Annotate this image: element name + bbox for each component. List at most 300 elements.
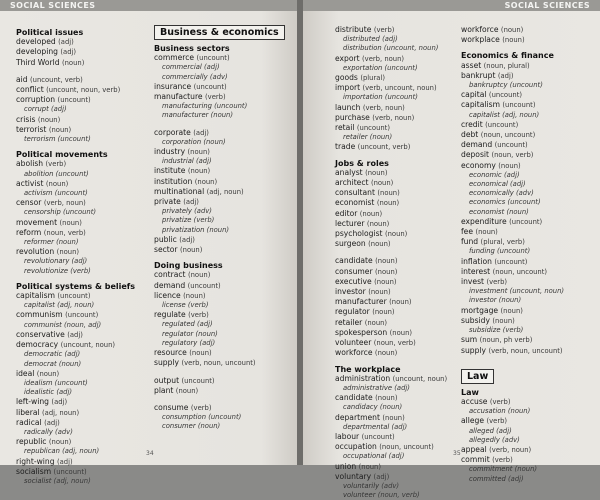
headword: alleged (469, 426, 494, 435)
grammar-label: (noun, verb) (491, 151, 534, 160)
headword: republic (16, 437, 47, 447)
grammar-label: (uncount) (208, 413, 242, 422)
headword: conservative (16, 329, 65, 339)
derived-word-entry (154, 301, 292, 310)
headword: economics (469, 198, 506, 207)
grammar-label: (adj) (195, 157, 212, 166)
word-entry (154, 92, 292, 102)
headword: workforce (461, 25, 499, 34)
grammar-label: (verb) (188, 311, 209, 320)
derived-word-entry (461, 475, 599, 484)
headword: reformer (24, 238, 54, 247)
headword: expenditure (461, 216, 507, 226)
headword: revolutionize (24, 266, 69, 275)
section-heading: Political issues (16, 28, 84, 37)
word-entry (461, 306, 599, 316)
word-entry (335, 348, 473, 358)
word-entry (335, 25, 473, 35)
grammar-label: (noun) (389, 298, 412, 307)
word-entry (335, 229, 473, 239)
derived-word-entry (335, 491, 473, 500)
grammar-label: (verb) (373, 26, 395, 34)
grammar-label: (verb, noun) (362, 54, 405, 63)
headword: fee (461, 227, 474, 237)
headword: consultant (335, 188, 375, 198)
derived-word-entry (335, 482, 473, 491)
grammar-label: (adj) (203, 63, 220, 72)
grammar-label: (noun) (375, 394, 398, 403)
derived-word-entry (16, 301, 154, 310)
grammar-label: (noun) (366, 219, 390, 228)
headword: retailer (335, 317, 363, 327)
word-entry (335, 277, 473, 287)
headword: voluntarily (343, 481, 380, 490)
headword: accuse (461, 396, 488, 406)
headword: workplace (461, 35, 500, 45)
grammar-label: (adj) (60, 48, 77, 57)
grammar-label: (noun) (502, 36, 525, 45)
word-entry (16, 125, 154, 135)
column-political (16, 22, 154, 486)
grammar-label: (noun, uncount) (492, 267, 548, 276)
grammar-label: (verb, uncount, noun) (362, 84, 437, 93)
grammar-label: (noun) (376, 199, 400, 208)
headword: abolition (24, 169, 54, 178)
grammar-label: (uncount) (356, 124, 391, 133)
word-entry (16, 58, 154, 68)
left-page (0, 0, 297, 485)
grammar-label: (adj) (56, 388, 73, 397)
word-entry (461, 35, 599, 45)
headword: censorship (24, 208, 61, 217)
grammar-label: (uncount) (187, 281, 221, 290)
derived-word-entry (154, 111, 292, 120)
word-entry (154, 376, 292, 386)
grammar-label: (adj) (67, 330, 83, 339)
headword: economist (469, 207, 505, 216)
word-entry (16, 47, 154, 57)
derived-word-entry (461, 326, 599, 335)
section-heading: The workplace (335, 364, 401, 374)
grammar-label: (adj) (391, 422, 408, 431)
grammar-label: (uncount) (54, 189, 88, 198)
word-entry (16, 467, 154, 477)
column-economics-law (461, 25, 599, 484)
word-entry (16, 408, 154, 418)
word-entry (461, 267, 599, 277)
headword: developing (16, 47, 58, 57)
headword: economy (461, 160, 496, 170)
word-entry (154, 235, 292, 245)
headword: bankruptcy (469, 81, 508, 90)
headword: regulate (154, 310, 186, 320)
headword: capitalism (461, 100, 500, 110)
section-heading: Economics & finance (461, 51, 554, 61)
word-entry (16, 228, 154, 238)
grammar-label: (noun) (359, 209, 383, 218)
headword: department (335, 412, 380, 422)
grammar-label: (adj) (183, 198, 199, 207)
grammar-label: (adj) (508, 474, 524, 483)
derived-word-entry (154, 63, 292, 72)
word-entry (335, 374, 473, 384)
grammar-label: (noun) (500, 26, 524, 34)
grammar-label: (uncount) (57, 96, 91, 105)
derived-word-entry (16, 428, 154, 437)
grammar-label: (noun) (498, 161, 521, 170)
word-entry (16, 330, 154, 340)
word-entry (461, 316, 599, 326)
headword: import (335, 83, 361, 93)
derived-word-entry (461, 208, 599, 217)
grammar-label: (adj) (64, 350, 81, 359)
headword: democracy (16, 340, 59, 350)
headword: democratic (24, 350, 63, 359)
grammar-label: (noun, ph verb) (479, 336, 533, 345)
grammar-label: (noun) (369, 133, 393, 142)
grammar-label: (adj, noun) (206, 187, 244, 196)
grammar-label: (noun) (384, 230, 408, 239)
grammar-label: (noun) (210, 111, 234, 120)
grammar-label: (uncount, noun) (383, 44, 439, 53)
word-entry (16, 369, 154, 379)
derived-word-entry (154, 226, 292, 235)
word-entry (16, 437, 154, 447)
derived-word-entry (461, 81, 599, 90)
word-entry (461, 445, 599, 455)
headword: labour (335, 431, 360, 441)
word-entry (154, 53, 292, 63)
word-entry (154, 128, 292, 138)
headword: public (154, 234, 177, 244)
headword: privately (162, 207, 192, 216)
grammar-label: (noun) (195, 329, 218, 338)
headword: distribution (343, 44, 382, 53)
word-entry (154, 147, 292, 157)
word-entry (335, 113, 473, 123)
derived-word-entry (154, 422, 292, 431)
grammar-label: (noun) (368, 288, 391, 297)
grammar-label: (uncount) (384, 93, 418, 102)
headword: capital (461, 90, 487, 100)
grammar-label: (noun) (56, 238, 79, 247)
grammar-label: (verb) (205, 93, 226, 102)
headword: manufacturing (162, 102, 212, 111)
derived-word-entry (16, 105, 154, 114)
derived-word-entry (16, 257, 154, 266)
headword: funding (469, 247, 495, 256)
headword: privatization (162, 225, 205, 234)
grammar-label: (noun) (189, 349, 212, 358)
grammar-label: (uncount) (497, 247, 531, 256)
word-entry (461, 416, 599, 426)
word-entry (335, 168, 473, 178)
headword: inflation (461, 256, 492, 266)
derived-word-entry (16, 360, 154, 369)
grammar-label: (noun, verb) (43, 228, 86, 237)
grammar-label: (verb, noun) (372, 113, 415, 122)
grammar-label: (noun) (368, 240, 391, 249)
headword: mortgage (461, 305, 499, 315)
headword: retailer (343, 133, 368, 142)
headword: liberal (16, 407, 40, 417)
headword: ideal (16, 368, 35, 378)
grammar-label: (noun) (175, 386, 199, 395)
headword: Third World (16, 57, 60, 67)
headword: candidate (335, 393, 373, 403)
headword: radically (24, 427, 53, 436)
grammar-label: (noun, uncount) (379, 443, 434, 452)
word-entry (335, 219, 473, 229)
section-heading: Political movements (16, 150, 108, 160)
grammar-label: (adj) (496, 426, 512, 435)
headword: capitalist (469, 110, 500, 119)
section-heading: Law (461, 387, 479, 397)
grammar-label: (adj) (193, 128, 209, 137)
grammar-label: (noun) (206, 225, 230, 234)
word-entry (461, 140, 599, 150)
word-entry (16, 179, 154, 189)
headword: investor (469, 296, 497, 305)
word-entry (16, 85, 154, 95)
derived-word-entry (154, 157, 292, 166)
grammar-label: (adv) (381, 481, 400, 490)
grammar-label: (adv) (209, 72, 228, 81)
word-entry (461, 346, 599, 356)
word-entry (335, 307, 473, 317)
headword: consumption (162, 413, 207, 422)
headword: executive (335, 276, 372, 286)
left-running-header: SOCIAL SCIENCES (0, 0, 297, 11)
grammar-label: (adj, noun) (42, 408, 80, 417)
grammar-label: (adv) (502, 435, 520, 444)
grammar-label: (verb) (190, 403, 212, 412)
word-entry (16, 159, 154, 169)
headword: manufacturer (162, 111, 209, 120)
headword: capitalist (24, 301, 55, 310)
word-entry (335, 83, 473, 93)
headword: reform (16, 227, 42, 237)
word-entry (461, 161, 599, 171)
headword: subsidize (469, 326, 501, 335)
headword: activist (16, 178, 44, 188)
column-trade-jobs-workplace (335, 25, 473, 500)
grammar-label: (noun) (372, 308, 395, 317)
grammar-label: (uncount, verb) (357, 143, 411, 152)
section-heading: Doing business (154, 261, 223, 271)
headword: crisis (16, 114, 36, 124)
grammar-label: (noun) (370, 179, 394, 188)
headword: credit (461, 119, 483, 129)
grammar-label: (noun) (382, 413, 405, 422)
section-box-heading: Law (461, 369, 494, 384)
grammar-label: (noun) (48, 125, 72, 134)
headword: developed (16, 37, 56, 47)
word-entry (16, 115, 154, 125)
grammar-label: (noun) (45, 179, 69, 188)
grammar-label: (noun) (374, 277, 397, 286)
headword: volunteer (343, 491, 376, 500)
word-entry (461, 277, 599, 287)
grammar-label: (noun) (475, 228, 498, 237)
headword: economic (469, 170, 502, 179)
word-entry (461, 217, 599, 227)
grammar-label: (noun, plural) (483, 61, 530, 70)
headword: left-wing (16, 397, 49, 407)
word-entry (154, 291, 292, 301)
derived-word-entry (154, 102, 292, 111)
headword: consumer (335, 266, 373, 276)
grammar-label: (adj, noun) (57, 301, 95, 310)
headword: contract (154, 270, 186, 280)
grammar-label: (adj) (373, 472, 390, 481)
headword: institute (154, 166, 186, 176)
grammar-label: (noun) (187, 148, 210, 157)
grammar-label: (uncount) (384, 63, 418, 72)
word-entry (16, 37, 154, 47)
derived-word-entry (461, 287, 599, 296)
headword: distribute (335, 25, 372, 34)
section-heading: Political systems & beliefs (16, 281, 136, 291)
derived-word-entry (16, 447, 154, 456)
headword: commerce (154, 53, 195, 63)
word-entry (335, 297, 473, 307)
headword: fund (461, 237, 479, 247)
grammar-label: (adj) (197, 320, 213, 329)
derived-word-entry (461, 247, 599, 256)
grammar-label: (verb) (492, 456, 513, 465)
word-entry (335, 73, 473, 83)
grammar-label: (uncount) (57, 135, 91, 144)
derived-word-entry (335, 35, 473, 44)
headword: architect (335, 178, 369, 188)
word-entry (461, 227, 599, 237)
headword: accusation (469, 407, 506, 416)
grammar-label: (noun) (389, 328, 413, 337)
grammar-label: (uncount) (494, 257, 528, 266)
section-box-heading: Business & economics (154, 25, 285, 40)
word-entry (335, 178, 473, 188)
grammar-label: (uncount) (55, 169, 89, 178)
word-entry (461, 100, 599, 110)
headword: purchase (335, 112, 370, 122)
headword: capitalism (16, 291, 55, 301)
word-entry (335, 188, 473, 198)
grammar-label: (noun, verb) (377, 491, 420, 500)
derived-word-entry (154, 73, 292, 82)
word-entry (16, 198, 154, 208)
derived-word-entry (16, 321, 154, 330)
headword: regulator (162, 329, 194, 338)
grammar-label: (noun) (514, 465, 538, 474)
derived-word-entry (335, 384, 473, 393)
derived-word-entry (461, 436, 599, 445)
spacer (335, 249, 473, 256)
headword: analyst (335, 167, 363, 177)
spacer (154, 121, 292, 128)
headword: surgeon (335, 239, 366, 249)
grammar-label: (adj) (510, 180, 526, 189)
word-entry (461, 150, 599, 160)
headword: insurance (154, 81, 192, 91)
headword: interest (461, 266, 491, 276)
derived-word-entry (16, 477, 154, 486)
word-entry (461, 130, 599, 140)
headword: asset (461, 60, 482, 70)
headword: supply (154, 358, 180, 368)
word-entry (335, 462, 473, 472)
headword: administrative (343, 383, 393, 392)
grammar-label: (noun) (56, 248, 80, 257)
derived-word-entry (335, 44, 473, 53)
grammar-label: (uncount, noun) (60, 341, 116, 350)
word-entry (154, 386, 292, 396)
word-entry (335, 328, 473, 338)
grammar-label: (noun, adj) (64, 320, 102, 329)
headword: revolution (16, 247, 55, 257)
headword: retail (335, 123, 355, 133)
grammar-label: (verb, noun, uncount) (488, 346, 563, 355)
grammar-label: (adj, noun) (53, 476, 91, 485)
section-heading: Business sectors (154, 44, 230, 53)
word-entry (335, 318, 473, 328)
headword: deposit (461, 150, 490, 160)
headword: administration (335, 373, 391, 383)
word-entry (154, 187, 292, 197)
grammar-label: (verb) (45, 160, 67, 169)
derived-word-entry (154, 207, 292, 216)
word-entry (16, 418, 154, 428)
headword: consumer (162, 422, 196, 431)
word-entry (461, 237, 599, 247)
grammar-label: (verb, noun) (362, 103, 405, 112)
section-box-wrapper (461, 364, 599, 388)
derived-word-entry (16, 267, 154, 276)
headword: union (335, 461, 357, 471)
grammar-label: (uncount, verb) (30, 75, 83, 84)
headword: allege (461, 416, 485, 426)
word-entry (335, 123, 473, 133)
headword: goods (335, 73, 358, 83)
grammar-label: (noun) (377, 189, 400, 198)
headword: licence (154, 290, 181, 300)
word-entry (154, 270, 292, 280)
grammar-label: (verb) (486, 278, 508, 287)
headword: supply (461, 345, 487, 355)
word-entry (335, 103, 473, 113)
grammar-label: (noun) (507, 407, 531, 416)
grammar-label: (verb) (486, 417, 508, 426)
derived-word-entry (154, 330, 292, 339)
derived-word-entry (461, 180, 599, 189)
headword: regulator (335, 307, 370, 317)
grammar-label: (adv) (194, 207, 212, 216)
word-entry (335, 413, 473, 423)
grammar-label: (uncount) (181, 376, 215, 385)
derived-word-entry (461, 296, 599, 305)
headword: workforce (335, 348, 373, 358)
grammar-label: (noun) (61, 58, 85, 67)
word-entry (461, 335, 599, 345)
grammar-label: (noun) (500, 306, 523, 315)
grammar-label: (noun) (379, 403, 403, 412)
word-entry (154, 245, 292, 255)
headword: debt (461, 130, 479, 140)
headword: conflict (16, 85, 44, 95)
grammar-label: (uncount) (62, 208, 97, 217)
headword: corruption (16, 95, 56, 105)
headword: censor (16, 198, 42, 208)
